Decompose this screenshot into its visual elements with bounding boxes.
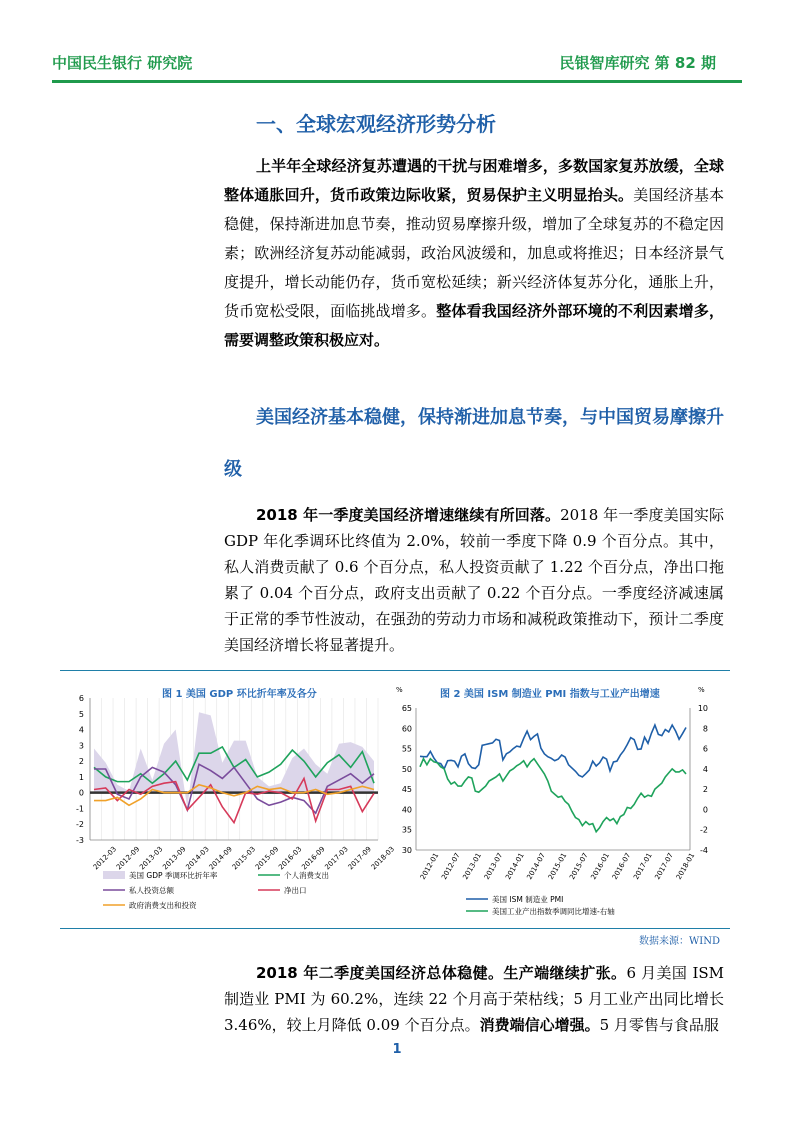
chart1-xtick-label: 2014-03 (184, 845, 211, 872)
chart2-ytick-left: 55 (401, 744, 412, 754)
chart2-xtick-label: 2014-07 (525, 851, 548, 881)
paragraph-us-q2-text-1: 6 月美国 ISM 制造业 PMI 为 60.2%，连续 22 个月高于荣枯线；5 月工业产出同比增长 3.46%，较上月降低 0.09 个百分点。 (224, 964, 724, 1034)
chart2-legend-label: 美国 ISM 制造业 PMI (492, 895, 564, 904)
chart1-legend-label: 私人投资总额 (129, 886, 174, 895)
chart2-series-pmi (420, 725, 686, 777)
figure-top-rule (60, 670, 730, 671)
chart2-xtick-label: 2012-07 (440, 851, 462, 881)
chart1-ytick-label: 0 (78, 788, 84, 798)
paragraph-intro-text: 美国经济基本稳健，保持渐进加息节奏，推动贸易摩擦升级，增加了全球复苏的不稳定因素；欧洲经济复苏动能减弱，政治风波缓和，加息或将推迟；日本经济景气度提升，增长动能仍存，货币宽松延续；新兴经济体复苏分化，通胀上升，货币宽松受限，面临挑战增多。 (224, 186, 724, 320)
chart2-right-unit: % (698, 686, 705, 694)
chart1-xtick-label: 2018-03 (369, 845, 397, 872)
chart1-xtick-label: 2012-09 (114, 845, 142, 872)
chart-1-gdp (60, 690, 397, 920)
paragraph-us-q1-bold: 2018 年一季度美国经济增速继续有所回落。 (256, 506, 561, 524)
paragraph-intro-bold-2: 整体看我国经济外部环境的不利因素增多，需要调整政策积极应对。 (224, 302, 724, 349)
chart1-ytick-label: -2 (76, 820, 84, 830)
chart2-ytick-left: 50 (401, 764, 412, 774)
paragraph-us-q2-text-2: 5 月零售与食品服 (599, 1016, 719, 1034)
chart1-xtick-label: 2012-03 (91, 845, 119, 872)
chart2-ytick-right: 10 (697, 704, 708, 713)
chart-2-pmi (390, 680, 730, 920)
chart1-legend-label: 政府消费支出和投资 (129, 901, 197, 910)
figure-bottom-rule (60, 928, 730, 929)
chart2-xtick-label: 2014-01 (504, 851, 526, 881)
header-left-org: 中国民生银行 研究院 (52, 54, 193, 72)
chart1-ytick-label: 3 (78, 741, 84, 751)
chart1-ytick-label: -1 (76, 804, 84, 814)
page-number: 1 (392, 1042, 402, 1057)
chart1-xtick-label: 2015-03 (230, 845, 258, 872)
chart1-legend-label: 净出口 (284, 886, 307, 895)
chart1-ytick-label: 6 (78, 694, 84, 703)
chart2-xtick-label: 2012-01 (418, 851, 441, 881)
chart2-ytick-left: 40 (401, 805, 412, 815)
chart1-ytick-label: 5 (78, 709, 84, 719)
chart2-xtick-label: 2016-01 (589, 851, 612, 881)
chart2-ytick-right: 4 (702, 764, 708, 774)
chart2-xtick-label: 2017-07 (653, 851, 676, 881)
header-divider (52, 80, 742, 83)
paragraph-us-q2-bold-1: 2018 年二季度美国经济总体稳健。生产端继续扩张。 (256, 964, 627, 982)
section-title: 一、全球宏观经济形势分析 (256, 112, 496, 136)
chart1-ytick-label: -3 (76, 836, 84, 845)
chart1-legend-label: 个人消费支出 (284, 871, 329, 880)
paragraph-intro-bold-1: 上半年全球经济复苏遭遇的干扰与困难增多，多数国家复苏放缓，全球整体通胀回升，货币政策边际收紧，贸易保护主义明显抬头。 (224, 157, 724, 204)
chart2-legend-label: 美国工业产出指数季调同比增速-右轴 (492, 907, 615, 916)
chart2-ytick-right: -2 (700, 825, 708, 835)
chart1-ytick-label: 1 (78, 772, 84, 782)
chart2-ytick-right: 6 (702, 744, 708, 754)
paragraph-us-q1 (224, 502, 724, 658)
paragraph-us-q1-text: 2018 年一季度美国实际 GDP 年化季调环比终值为 2.0%，较前一季度下降 0.9 个百分点。其中，私人消费贡献了 0.6 个百分点，私人投资贡献了 1.22 个百分点，净出口拖累了 0.04 个百分点，政府支出贡献了 0.22 个百分点。一季度经济减速属于正常的季节性波动，在强劲的劳动力市场和减税政策推动下，预计二季度美国经济增长将显著提升。 (224, 506, 724, 654)
chart1-ytick-label: 2 (78, 757, 84, 767)
chart1-legend-swatch (103, 871, 125, 879)
chart1-xtick-label: 2013-03 (138, 845, 165, 872)
chart2-ytick-right: -4 (700, 846, 708, 855)
figure-1-title: 图 1 美国 GDP 环比折年率及各分 (162, 689, 317, 700)
chart1-xtick-label: 2017-09 (346, 845, 373, 872)
paragraph-us-q2 (224, 960, 724, 1038)
chart1-xtick-label: 2017-03 (323, 845, 350, 872)
chart1-xtick-label: 2013-09 (161, 845, 188, 872)
chart2-ytick-left: 65 (401, 704, 412, 713)
chart2-ytick-right: 8 (702, 724, 708, 734)
chart2-ytick-left: 35 (401, 825, 412, 835)
chart2-ytick-left: 60 (401, 724, 412, 734)
chart2-ytick-left: 30 (401, 846, 412, 855)
chart2-xtick-label: 2017-01 (632, 851, 654, 881)
chart1-xtick-label: 2016-03 (277, 845, 304, 872)
chart2-xtick-label: 2013-07 (482, 851, 505, 881)
chart1-legend-label: 美国 GDP 季调环比折年率 (129, 871, 218, 880)
chart1-xtick-label: 2016-09 (300, 845, 327, 872)
chart2-ytick-left: 45 (401, 785, 412, 795)
chart2-xtick-label: 2013-01 (461, 851, 484, 881)
chart1-ytick-label: 4 (78, 725, 84, 735)
chart1-xtick-label: 2015-09 (253, 845, 281, 872)
paragraph-us-q2-bold-2: 消费端信心增强。 (479, 1016, 600, 1034)
chart2-xtick-label: 2018-01 (674, 851, 697, 881)
chart2-ytick-right: 0 (702, 805, 708, 815)
chart1-xtick-label: 2014-09 (207, 845, 234, 872)
chart2-left-unit: % (396, 686, 403, 694)
data-source: 数据来源：WIND (639, 936, 720, 947)
chart2-ytick-right: 2 (702, 785, 708, 795)
chart2-xtick-label: 2015-07 (568, 851, 590, 881)
paragraph-intro (224, 152, 724, 355)
chart2-series-industrial-output (420, 759, 686, 832)
header-right-issue: 民银智库研究 第 82 期 (559, 54, 716, 72)
subsection-title: 美国经济基本稳健，保持渐进加息节奏，与中国贸易摩擦升级 (224, 407, 724, 480)
chart2-xtick-label: 2015-01 (546, 851, 569, 881)
chart2-xtick-label: 2016-07 (610, 851, 633, 881)
figure-2-title: 图 2 美国 ISM 制造业 PMI 指数与工业产出增速 (440, 689, 660, 700)
